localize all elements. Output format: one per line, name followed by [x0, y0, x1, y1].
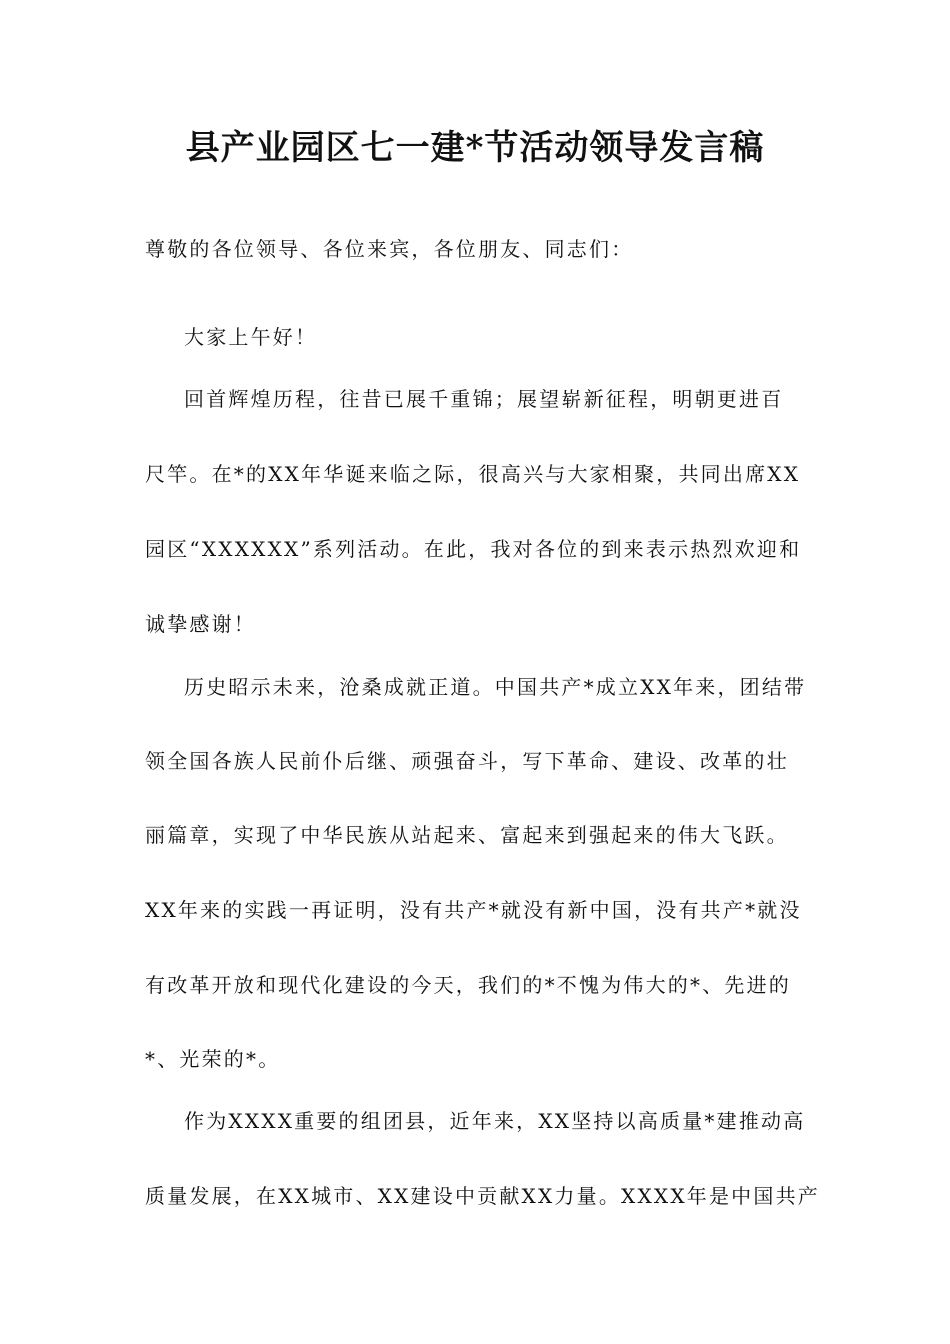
greeting: 大家上午好！ [184, 325, 318, 349]
paragraph-line: *、光荣的*。 [145, 1047, 281, 1071]
paragraph-line: 丽篇章，实现了中华民族从站起来、富起来到强起来的伟大飞跃。 [145, 823, 789, 847]
paragraph-line: 尺竿。在*的XX年华诞来临之际，很高兴与大家相聚，共同出席XX [145, 462, 801, 486]
paragraph-line: 有改革开放和现代化建设的今天，我们的*不愧为伟大的*、先进的 [145, 973, 791, 997]
paragraph-line: 作为XXXX重要的组团县，近年来，XX坚持以高质量*建推动高 [184, 1109, 806, 1133]
paragraph-line: XX年来的实践一再证明，没有共产*就没有新中国，没有共产*就没 [145, 898, 802, 922]
paragraph-line: 回首辉煌历程，往昔已展千重锦；展望崭新征程，明朝更进百 [184, 387, 784, 411]
document-title: 县产业园区七一建*节活动领导发言稿 [185, 128, 765, 168]
paragraph-line: 领全国各族人民前仆后继、顽强奋斗，写下革命、建设、改革的壮 [145, 749, 789, 773]
salutation: 尊敬的各位领导、各位来宾，各位朋友、同志们： [145, 237, 634, 261]
paragraph-line: 历史昭示未来，沧桑成就正道。中国共产*成立XX年来，团结带 [184, 675, 807, 699]
paragraph-line: 诚挚感谢！ [145, 612, 256, 636]
paragraph-line: 园区“XXXXXX”系列活动。在此，我对各位的到来表示热烈欢迎和 [145, 537, 802, 561]
paragraph-line: 质量发展，在XX城市、XX建设中贡献XX力量。XXXX年是中国共产 [145, 1184, 820, 1208]
